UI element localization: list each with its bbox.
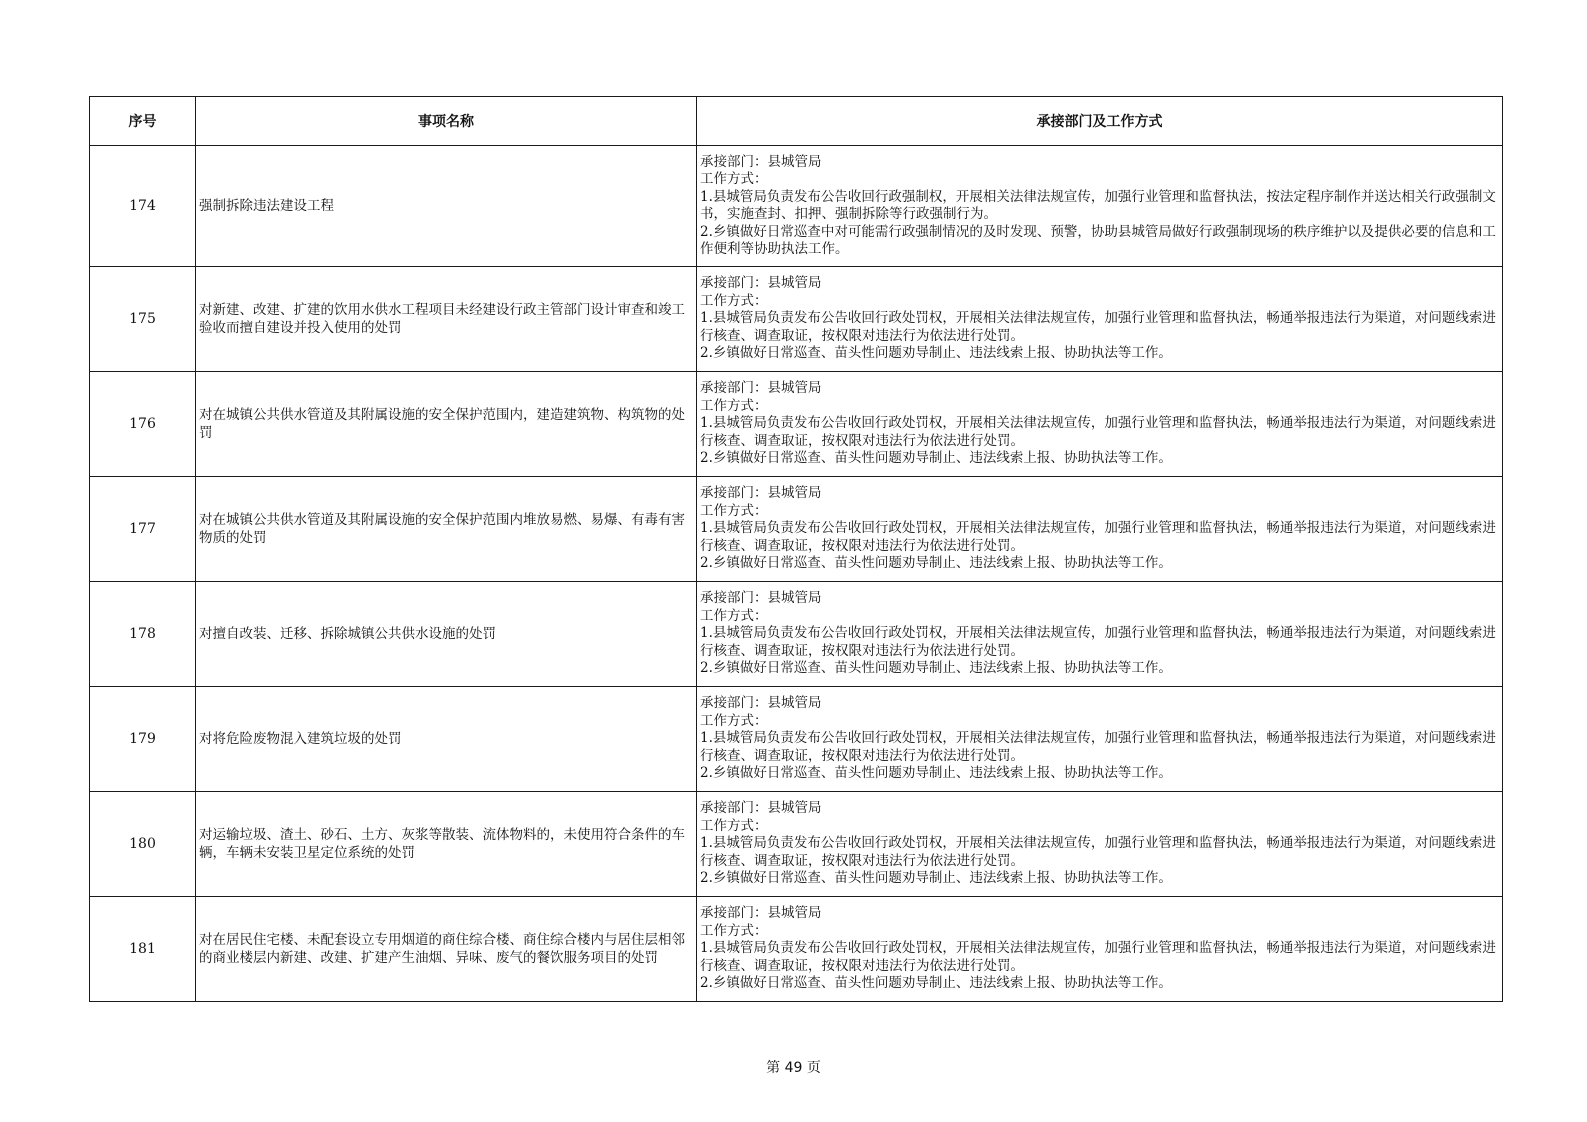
department-line: 承接部门：县城管局 bbox=[700, 153, 822, 170]
method-item-2: 2.乡镇做好日常巡查、苗头性问题劝导制止、违法线索上报、协助执法等工作。 bbox=[700, 870, 1172, 887]
serial-number: 180 bbox=[90, 792, 196, 897]
table-row bbox=[90, 267, 1503, 372]
method-item-1: 1.县城管局负责发布公告收回行政处罚权，开展相关法律法规宣传，加强行业管理和监督执法，畅通举报违法行为渠道，对问题线索进行核查、调查取证，按权限对违法行为依法进行处罚。 bbox=[700, 940, 1496, 974]
department-method bbox=[697, 582, 1503, 687]
matter-name: 强制拆除违法建设工程 bbox=[196, 146, 697, 267]
table-row bbox=[90, 687, 1503, 792]
method-label: 工作方式： bbox=[700, 817, 768, 834]
serial-number: 179 bbox=[90, 687, 196, 792]
method-label: 工作方式： bbox=[700, 712, 768, 729]
method-item-1: 1.县城管局负责发布公告收回行政处罚权，开展相关法律法规宣传，加强行业管理和监督执法，畅通举报违法行为渠道，对问题线索进行核查、调查取证，按权限对违法行为依法进行处罚。 bbox=[700, 520, 1496, 554]
method-item-2: 2.乡镇做好日常巡查、苗头性问题劝导制止、违法线索上报、协助执法等工作。 bbox=[700, 345, 1172, 362]
table-row bbox=[90, 477, 1503, 582]
method-label: 工作方式： bbox=[700, 607, 768, 624]
department-method bbox=[697, 372, 1503, 477]
department-line: 承接部门：县城管局 bbox=[700, 485, 822, 502]
method-item-2: 2.乡镇做好日常巡查、苗头性问题劝导制止、违法线索上报、协助执法等工作。 bbox=[700, 765, 1172, 782]
table-row bbox=[90, 146, 1503, 267]
method-item-2: 2.乡镇做好日常巡查、苗头性问题劝导制止、违法线索上报、协助执法等工作。 bbox=[700, 660, 1172, 677]
department-method bbox=[697, 477, 1503, 582]
department-method bbox=[697, 897, 1503, 1002]
method-item-1: 1.县城管局负责发布公告收回行政处罚权，开展相关法律法规宣传，加强行业管理和监督执法，畅通举报违法行为渠道，对问题线索进行核查、调查取证，按权限对违法行为依法进行处罚。 bbox=[700, 310, 1496, 344]
department-method bbox=[697, 146, 1503, 267]
page-number: 第 49 页 bbox=[766, 1060, 821, 1076]
serial-number: 174 bbox=[90, 146, 196, 267]
matter-name: 对擅自改装、迁移、拆除城镇公共供水设施的处罚 bbox=[196, 582, 697, 687]
department-line: 承接部门：县城管局 bbox=[700, 905, 822, 922]
method-item-1: 1.县城管局负责发布公告收回行政处罚权，开展相关法律法规宣传，加强行业管理和监督执法，畅通举报违法行为渠道，对问题线索进行核查、调查取证，按权限对违法行为依法进行处罚。 bbox=[700, 625, 1496, 659]
table-row bbox=[90, 372, 1503, 477]
method-item-2: 2.乡镇做好日常巡查、苗头性问题劝导制止、违法线索上报、协助执法等工作。 bbox=[700, 450, 1172, 467]
department-method bbox=[697, 687, 1503, 792]
matter-name: 对在居民住宅楼、未配套设立专用烟道的商住综合楼、商住综合楼内与居住层相邻的商业楼层内新建、改建、扩建产生油烟、异味、废气的餐饮服务项目的处罚 bbox=[196, 897, 697, 1002]
matters-table bbox=[89, 96, 1503, 1002]
department-line: 承接部门：县城管局 bbox=[700, 695, 822, 712]
method-item-1: 1.县城管局负责发布公告收回行政强制权，开展相关法律法规宣传，加强行业管理和监督执法，按法定程序制作并送达相关行政强制文书，实施查封、扣押、强制拆除等行政强制行为。 bbox=[700, 188, 1496, 222]
method-item-2: 2.乡镇做好日常巡查、苗头性问题劝导制止、违法线索上报、协助执法等工作。 bbox=[700, 975, 1172, 992]
serial-number: 176 bbox=[90, 372, 196, 477]
method-label: 工作方式： bbox=[700, 292, 768, 309]
matter-name: 对将危险废物混入建筑垃圾的处罚 bbox=[196, 687, 697, 792]
matter-name: 对在城镇公共供水管道及其附属设施的安全保护范围内，建造建筑物、构筑物的处罚 bbox=[196, 372, 697, 477]
serial-number: 178 bbox=[90, 582, 196, 687]
department-method bbox=[697, 267, 1503, 372]
department-line: 承接部门：县城管局 bbox=[700, 380, 822, 397]
method-label: 工作方式： bbox=[700, 397, 768, 414]
header-matter-name: 事项名称 bbox=[196, 97, 697, 146]
department-line: 承接部门：县城管局 bbox=[700, 800, 822, 817]
method-label: 工作方式： bbox=[700, 171, 768, 187]
serial-number: 177 bbox=[90, 477, 196, 582]
serial-number: 181 bbox=[90, 897, 196, 1002]
matter-name: 对运输垃圾、渣土、砂石、土方、灰浆等散装、流体物料的，未使用符合条件的车辆，车辆未安装卫星定位系统的处罚 bbox=[196, 792, 697, 897]
method-label: 工作方式： bbox=[700, 922, 768, 939]
matter-name: 对在城镇公共供水管道及其附属设施的安全保护范围内堆放易燃、易爆、有毒有害物质的处罚 bbox=[196, 477, 697, 582]
table-row bbox=[90, 582, 1503, 687]
matter-name: 对新建、改建、扩建的饮用水供水工程项目未经建设行政主管部门设计审查和竣工验收而擅自建设并投入使用的处罚 bbox=[196, 267, 697, 372]
table-row bbox=[90, 792, 1503, 897]
header-serial-number: 序号 bbox=[90, 97, 196, 146]
method-item-1: 1.县城管局负责发布公告收回行政处罚权，开展相关法律法规宣传，加强行业管理和监督执法，畅通举报违法行为渠道，对问题线索进行核查、调查取证，按权限对违法行为依法进行处罚。 bbox=[700, 415, 1496, 449]
serial-number: 175 bbox=[90, 267, 196, 372]
method-item-2: 2.乡镇做好日常巡查中对可能需行政强制情况的及时发现、预警，协助县城管局做好行政强制现场的秩序维护以及提供必要的信息和工作便利等协助执法工作。 bbox=[700, 223, 1496, 257]
header-department-method: 承接部门及工作方式 bbox=[697, 97, 1503, 146]
method-item-1: 1.县城管局负责发布公告收回行政处罚权，开展相关法律法规宣传，加强行业管理和监督执法，畅通举报违法行为渠道，对问题线索进行核查、调查取证，按权限对违法行为依法进行处罚。 bbox=[700, 730, 1496, 764]
method-label: 工作方式： bbox=[700, 502, 768, 519]
department-method bbox=[697, 792, 1503, 897]
department-line: 承接部门：县城管局 bbox=[700, 590, 822, 607]
department-line: 承接部门：县城管局 bbox=[700, 275, 822, 292]
table-header-row bbox=[90, 97, 1503, 146]
table-row bbox=[90, 897, 1503, 1002]
method-item-1: 1.县城管局负责发布公告收回行政处罚权，开展相关法律法规宣传，加强行业管理和监督执法，畅通举报违法行为渠道，对问题线索进行核查、调查取证，按权限对违法行为依法进行处罚。 bbox=[700, 835, 1496, 869]
method-item-2: 2.乡镇做好日常巡查、苗头性问题劝导制止、违法线索上报、协助执法等工作。 bbox=[700, 555, 1172, 572]
